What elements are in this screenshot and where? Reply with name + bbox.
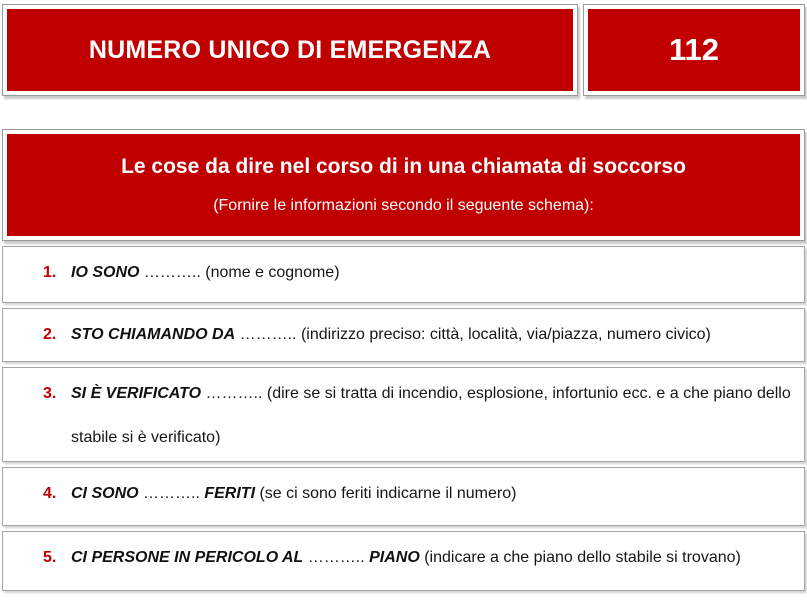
item-number: 4. [43,485,57,502]
item-number: 5. [43,549,57,566]
callout-fill [7,134,800,236]
callout-subtitle: (Fornire le informazioni secondo il seguente schema): [213,197,594,214]
list-item [2,246,805,303]
instruction-list [2,246,805,591]
item-text: STO CHIAMANDO DA ……….. (indirizzo preciso: città, località, via/piazza, numero civico) [71,326,711,343]
list-item [2,467,805,526]
item-number: 1. [43,264,57,281]
banner-title-fill [7,9,573,91]
banner-number-fill [588,9,800,91]
item-text: CI PERSONE IN PERICOLO AL ……….. PIANO (indicare a che piano dello stabile si trovano) [71,549,741,566]
item-text: SI È VERIFICATO ……….. (dire se si tratta di incendio, esplosione, infortunio ecc. e a che piano dello stabile si è verificato) [71,385,791,446]
item-text: IO SONO ……….. (nome e cognome) [71,264,340,281]
banner [2,4,805,96]
emergency-number: 112 [668,32,719,67]
callout-box [2,129,805,241]
list-item [2,531,805,591]
item-number: 2. [43,326,57,343]
banner-title-box [2,4,578,96]
item-number: 3. [43,385,57,402]
item-text: CI SONO ……….. FERITI (se ci sono feriti indicarne il numero) [71,485,517,502]
banner-number-box [583,4,805,96]
list-item [2,367,805,462]
callout-title: Le cose da dire nel corso di in una chiamata di soccorso [121,155,686,178]
list-item [2,308,805,362]
banner-title: NUMERO UNICO DI EMERGENZA [88,35,492,64]
